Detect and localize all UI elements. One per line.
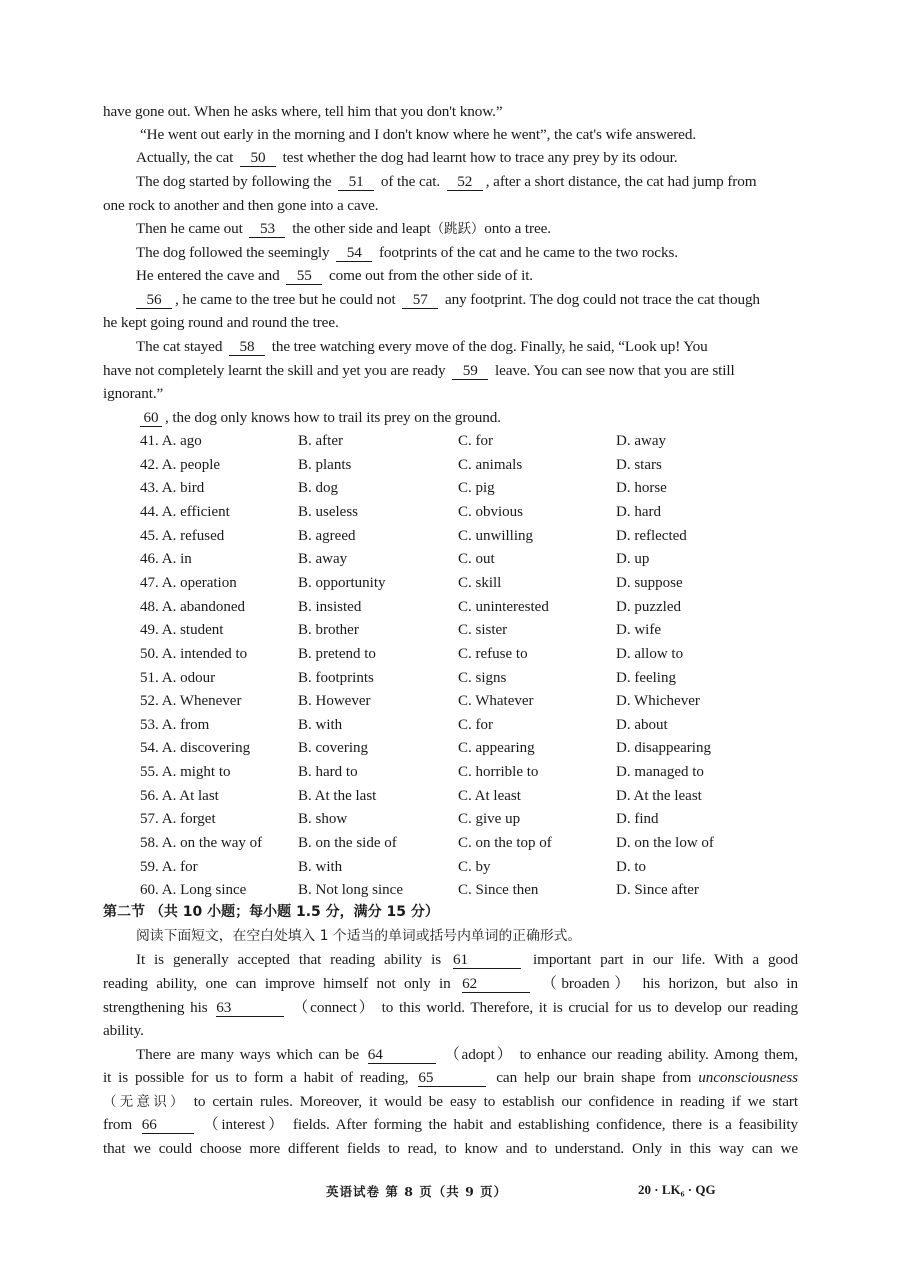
text-span: The cat stayed <box>136 338 223 355</box>
option-c: C. unwilling <box>458 527 534 544</box>
text-span: The dog followed the seemingly <box>136 244 330 261</box>
text-span: to enhance our reading ability. Among them, <box>519 1046 798 1063</box>
option-c: C. pig <box>458 480 495 497</box>
question-number: 46. <box>140 551 159 568</box>
option-d: D. feeling <box>616 669 676 686</box>
text-span: important part in our life. With a good <box>532 951 798 968</box>
option-a-text: A. might to <box>161 764 231 781</box>
question-number: 43. <box>140 480 159 497</box>
question-number: 60. <box>140 882 159 899</box>
blank-59: 59 <box>452 362 488 380</box>
option-a <box>140 714 209 738</box>
passage-line <box>136 217 798 242</box>
question-number: 44. <box>140 503 159 520</box>
text-span: to certain rules. Moreover, it would be easy to establish our confidence in reading if we start <box>193 1093 798 1110</box>
question-number: 52. <box>140 693 159 710</box>
question-number: 45. <box>140 527 159 544</box>
option-d: D. suppose <box>616 574 683 591</box>
option-d: D. find <box>616 811 659 828</box>
passage-line <box>103 359 798 383</box>
option-b: B. on the side of <box>298 835 397 852</box>
option-d: D. Whichever <box>616 693 700 710</box>
option-d: D. disappearing <box>616 740 711 757</box>
question-number: 41. <box>140 433 159 449</box>
blank-53: 53 <box>249 220 285 238</box>
option-row <box>140 619 780 643</box>
passage-line <box>140 406 802 430</box>
option-row <box>140 501 780 525</box>
option-b: B. covering <box>298 740 368 757</box>
text-span: fields. After forming the habit and establishing confidence, there is a feasibility <box>292 1116 798 1133</box>
option-row <box>140 477 780 501</box>
passage-line <box>136 288 798 312</box>
option-a <box>140 525 224 549</box>
section-instruction: 阅读下面短文，在空白处填入 1 个适当的单词或括号内单词的正确形式。 <box>136 928 582 944</box>
option-c: C. give up <box>458 811 521 828</box>
text-span: , he came to the tree but he could not <box>175 291 396 308</box>
option-row <box>140 737 780 761</box>
text-span: strengthening his <box>103 999 208 1016</box>
option-c: C. animals <box>458 456 523 473</box>
option-a <box>140 856 198 880</box>
option-d: D. away <box>616 433 666 449</box>
text-span: it is possible for us to form a habit of reading, <box>103 1069 409 1086</box>
blank-65: 65 <box>418 1069 486 1087</box>
option-d: D. horse <box>616 480 667 497</box>
question-number: 54. <box>140 740 159 757</box>
blank-62: 62 <box>462 975 530 993</box>
option-c: C. for <box>458 716 493 733</box>
option-row <box>140 548 780 572</box>
option-a <box>140 596 245 620</box>
option-a <box>140 501 230 525</box>
option-a <box>140 785 219 809</box>
option-row <box>140 832 780 856</box>
option-d: D. managed to <box>616 764 704 781</box>
option-c: C. by <box>458 858 491 875</box>
option-a <box>140 690 241 714</box>
option-row <box>140 761 780 785</box>
text-span: come out from the other side of it. <box>329 267 534 284</box>
option-c: C. appearing <box>458 740 535 757</box>
text-span: It is generally accepted that reading ability is <box>136 951 442 968</box>
chinese-gloss: （跳跃） <box>430 221 485 237</box>
blank-55: 55 <box>286 267 322 285</box>
blank-56: 56 <box>136 291 172 309</box>
question-number: 55. <box>140 764 159 781</box>
option-b: B. plants <box>298 456 352 473</box>
text-span: onto a tree. <box>484 220 551 237</box>
text-span: There are many ways which can be <box>136 1046 360 1063</box>
hint-text: （interest） <box>203 1116 287 1133</box>
text-span: of the cat. <box>380 173 441 190</box>
option-a-text: A. in <box>161 551 192 568</box>
question-number: 49. <box>140 622 159 639</box>
option-b: B. agreed <box>298 527 356 544</box>
blank-66: 66 <box>142 1116 194 1134</box>
option-a-text: A. Long since <box>161 882 247 899</box>
passage-line: ignorant.” <box>103 385 164 402</box>
text-span: Then he came out <box>136 220 243 237</box>
option-b: B. after <box>298 433 343 449</box>
option-a <box>140 477 204 501</box>
passage-line: have gone out. When he asks where, tell him that you don't know.” <box>103 103 503 120</box>
option-row <box>140 572 780 596</box>
hint-text: （connect） <box>293 999 376 1016</box>
option-c: C. out <box>458 551 495 568</box>
passage-line: he kept going round and round the tree. <box>103 314 339 331</box>
option-b: B. At the last <box>298 787 377 804</box>
option-a-text: A. refused <box>161 527 225 544</box>
option-row <box>140 596 780 620</box>
question-number: 59. <box>140 858 159 875</box>
chinese-gloss: （无意识） <box>103 1094 187 1110</box>
hint-text: （adopt） <box>444 1046 514 1063</box>
question-number: 53. <box>140 716 159 733</box>
option-d: D. reflected <box>616 527 687 544</box>
option-a-text: A. abandoned <box>161 598 246 615</box>
option-c: C. Whatever <box>458 693 534 710</box>
option-d: D. wife <box>616 622 661 639</box>
text-span: any footprint. The dog could not trace the cat though <box>444 291 760 308</box>
option-a-text: A. odour <box>161 669 216 686</box>
question-number: 57. <box>140 811 159 828</box>
blank-63: 63 <box>216 999 284 1017</box>
option-a-text: A. intended to <box>161 645 248 662</box>
passage-line <box>136 146 798 170</box>
question-number: 42. <box>140 456 159 473</box>
text-span: , the dog only knows how to trail its prey on the ground. <box>165 409 501 426</box>
passage-line: one rock to another and then gone into a cave. <box>103 197 379 214</box>
passage-line <box>136 264 798 288</box>
option-c: C. Since then <box>458 882 539 899</box>
text-span: can help our brain shape from <box>496 1069 692 1086</box>
option-row <box>140 808 780 832</box>
question-number: 51. <box>140 669 159 686</box>
option-row <box>140 714 780 738</box>
option-a <box>140 737 250 761</box>
blank-60: 60 <box>140 409 162 427</box>
option-row <box>140 525 780 549</box>
option-a-text: A. At last <box>161 787 219 804</box>
option-c: C. sister <box>458 622 508 639</box>
option-row <box>140 667 780 691</box>
option-d: D. on the low of <box>616 835 714 852</box>
page-footer-code: 20 · LK₆ · QG <box>638 1182 716 1197</box>
option-a <box>140 667 215 691</box>
passage-line <box>136 335 798 359</box>
text-span: test whether the dog had learnt how to trace any prey by its odour. <box>282 149 678 166</box>
text-span: his horizon, but also in <box>642 975 799 992</box>
section-heading: 第二节 （共 10 小题；每小题 1.5 分，满分 15 分） <box>103 904 439 920</box>
hint-text: （broaden） <box>541 975 635 992</box>
option-c: C. for <box>458 433 493 449</box>
option-a <box>140 619 223 643</box>
option-a-text: A. operation <box>161 574 237 591</box>
page-footer-label: 英语试卷 第 8 页（共 9 页） <box>326 1184 508 1199</box>
option-b: B. dog <box>298 480 339 497</box>
text-span: , after a short distance, the cat had jump from <box>485 173 757 190</box>
option-row <box>140 785 780 809</box>
option-a-text: A. student <box>161 622 224 639</box>
option-c: C. obvious <box>458 503 524 520</box>
option-d: D. hard <box>616 503 661 520</box>
option-row <box>140 690 780 714</box>
option-d: D. allow to <box>616 645 684 662</box>
option-b: B. useless <box>298 503 358 520</box>
option-a <box>140 832 262 856</box>
text-span: the other side and leapt <box>292 220 431 237</box>
option-c: C. on the top of <box>458 835 552 852</box>
passage-line: “He went out early in the morning and I don't know where he went”, the cat's wife answered. <box>140 126 697 143</box>
passage-line: ability. <box>103 1022 144 1039</box>
option-b: B. footprints <box>298 669 374 686</box>
option-b: B. with <box>298 858 343 875</box>
option-a <box>140 430 202 454</box>
text-span: leave. You can see now that you are still <box>494 362 735 379</box>
text-span: from <box>103 1116 133 1133</box>
option-b: B. pretend to <box>298 645 376 662</box>
option-a-text: A. from <box>161 716 210 733</box>
blank-64: 64 <box>368 1046 436 1064</box>
option-a-text: A. on the way of <box>161 835 263 852</box>
option-c: C. refuse to <box>458 645 528 662</box>
option-b: B. with <box>298 716 343 733</box>
option-b: B. However <box>298 693 371 710</box>
option-row <box>140 643 780 667</box>
question-number: 50. <box>140 645 159 662</box>
option-d: D. At the least <box>616 787 702 804</box>
option-a-text: A. discovering <box>161 740 251 757</box>
option-d: D. stars <box>616 456 662 473</box>
option-a <box>140 808 216 832</box>
option-row <box>140 430 780 454</box>
option-c: C. At least <box>458 787 521 804</box>
option-d: D. puzzled <box>616 598 681 615</box>
option-d: D. about <box>616 716 668 733</box>
blank-50: 50 <box>240 149 276 167</box>
passage-line <box>136 241 798 265</box>
option-b: B. opportunity <box>298 574 386 591</box>
text-span: have not completely learnt the skill and yet you are ready <box>103 362 446 379</box>
option-b: B. show <box>298 811 348 828</box>
passage-line <box>136 948 798 972</box>
blank-51: 51 <box>338 173 374 191</box>
blank-52: 52 <box>447 173 483 191</box>
option-a <box>140 548 192 572</box>
passage-line <box>103 972 798 996</box>
text-span: footprints of the cat and he came to the two rocks. <box>378 244 678 261</box>
option-d: D. to <box>616 858 646 875</box>
passage-line <box>136 170 798 194</box>
option-a <box>140 761 231 785</box>
option-b: B. brother <box>298 622 359 639</box>
question-number: 56. <box>140 787 159 804</box>
blank-58: 58 <box>229 338 265 356</box>
text-span: Actually, the cat <box>136 149 234 166</box>
passage-line <box>103 996 798 1020</box>
option-row <box>140 856 780 880</box>
passage-line <box>103 1113 798 1137</box>
option-c: C. uninterested <box>458 598 549 615</box>
option-d: D. up <box>616 551 650 568</box>
option-a <box>140 879 246 903</box>
option-a <box>140 643 247 667</box>
option-a-text: A. forget <box>161 811 216 828</box>
text-span: to this world. Therefore, it is crucial for us to develop our reading <box>381 999 798 1016</box>
question-number: 48. <box>140 598 159 615</box>
text-span: The dog started by following the <box>136 173 332 190</box>
option-a-text: A. Whenever <box>161 693 242 710</box>
option-c: C. skill <box>458 574 502 591</box>
option-c: C. horrible to <box>458 764 539 781</box>
option-a <box>140 572 237 596</box>
text-span: He entered the cave and <box>136 267 280 284</box>
option-a-text: A. for <box>161 858 198 875</box>
option-row <box>140 454 780 478</box>
question-number: 58. <box>140 835 159 852</box>
text-span: reading ability, one can improve himself not only in <box>103 975 451 992</box>
option-a-text: A. ago <box>161 433 202 449</box>
text-span: the tree watching every move of the dog. Finally, he said, “Look up! You <box>271 338 708 355</box>
option-c: C. signs <box>458 669 507 686</box>
option-a-text: A. people <box>161 456 221 473</box>
option-row <box>140 879 780 903</box>
option-a-text: A. efficient <box>161 503 230 520</box>
question-number: 47. <box>140 574 159 591</box>
option-b: B. away <box>298 551 348 568</box>
blank-61: 61 <box>453 951 521 969</box>
italic-term: unconsciousness <box>698 1069 798 1086</box>
blank-57: 57 <box>402 291 438 309</box>
option-b: B. hard to <box>298 764 358 781</box>
option-b: B. Not long since <box>298 882 403 899</box>
option-b: B. insisted <box>298 598 362 615</box>
passage-line <box>136 1043 798 1067</box>
passage-line: that we could choose more different fields to read, to know and to understand. Only in this way can we <box>103 1140 798 1157</box>
passage-line <box>103 1066 798 1090</box>
option-d: D. Since after <box>616 882 699 899</box>
passage-line <box>103 1090 798 1115</box>
option-a <box>140 454 220 478</box>
option-a-text: A. bird <box>161 480 205 497</box>
blank-54: 54 <box>336 244 372 262</box>
